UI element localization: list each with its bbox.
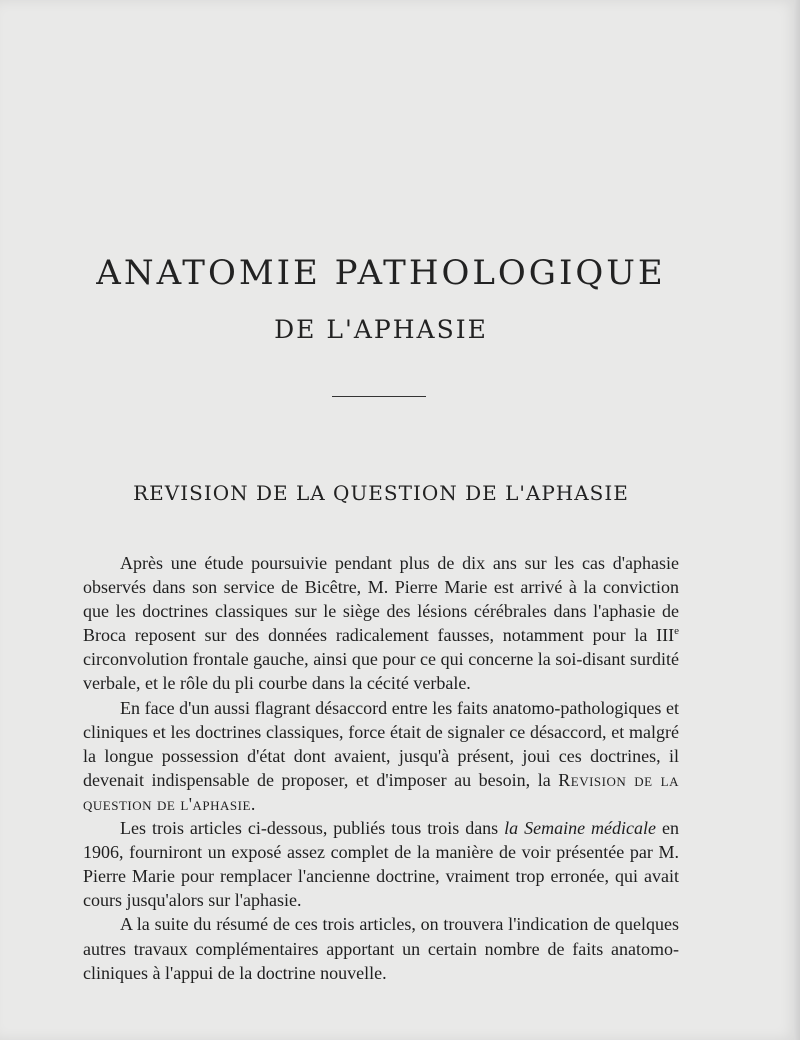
page-edge-shadow: [794, 0, 800, 1040]
paragraph-1-text: Après une étude poursuivie pendant plus de dix ans sur les cas d'aphasie observés dans son service de Bicêtre, M. Pierre Marie est arrivé à la conviction que les doctrines classiques sur le siège des lésions cérébrales dans l'aphasie de Broca reposent sur des données radicalement fausses, notamment pour la: [83, 553, 679, 646]
paragraph-4: [83, 912, 679, 984]
paragraph-1-roman: III: [656, 625, 675, 646]
paragraph-3-start: Les trois articles ci-dessous, publiés tous trois dans: [120, 818, 505, 839]
paragraph-4-text: A la suite du résumé de ces trois articles, on trouvera l'indication de quelques autres travaux complémentaires apportant un certain nombre de faits anatomo-cliniques à l'appui de la doctrine nouvelle.: [83, 914, 679, 983]
paragraph-2-text: En face d'un aussi flagrant désaccord entre les faits anatomo-pathologiques et cliniques et les doctrines classiques, force était de signaler ce désaccord, et malgré la longue possession d'état dont avaient, jusqu'à présent, joui ces doctrines, il devenait indispensable de proposer, et d'imposer au besoin, la: [83, 697, 679, 790]
paragraph-2-end: .: [250, 793, 256, 814]
paragraph-2: [83, 696, 679, 816]
document-title: ANATOMIE PATHOLOGIQUE: [96, 253, 666, 293]
paragraph-3-end: en 1906, fourniront un exposé assez complet de la manière de voir présentée par M. Pierre Marie pour remplacer l'ancienne doctrine, vraiment trop erronée, qui avait cours jusqu'alors sur l'aphasie.: [83, 818, 679, 911]
body-text: [83, 551, 679, 985]
paragraph-3-italic: la Semaine médicale: [504, 818, 657, 839]
paragraph-3: [83, 816, 679, 912]
paragraph-1-superscript: e: [674, 625, 679, 638]
section-heading: REVISION DE LA QUESTION DE L'APHASIE: [133, 481, 629, 505]
paragraph-1-end: circonvolution frontale gauche, ainsi que pour ce qui concerne la soi-disant surdité verbale, et le rôle du pli courbe dans la cécité verbale.: [83, 649, 679, 694]
paragraph-2-smallcaps: Revision de la question de l'aphasie: [83, 769, 679, 814]
paragraph-1: [83, 551, 679, 696]
title-divider: [332, 396, 426, 397]
document-subtitle: DE L'APHASIE: [274, 315, 488, 344]
